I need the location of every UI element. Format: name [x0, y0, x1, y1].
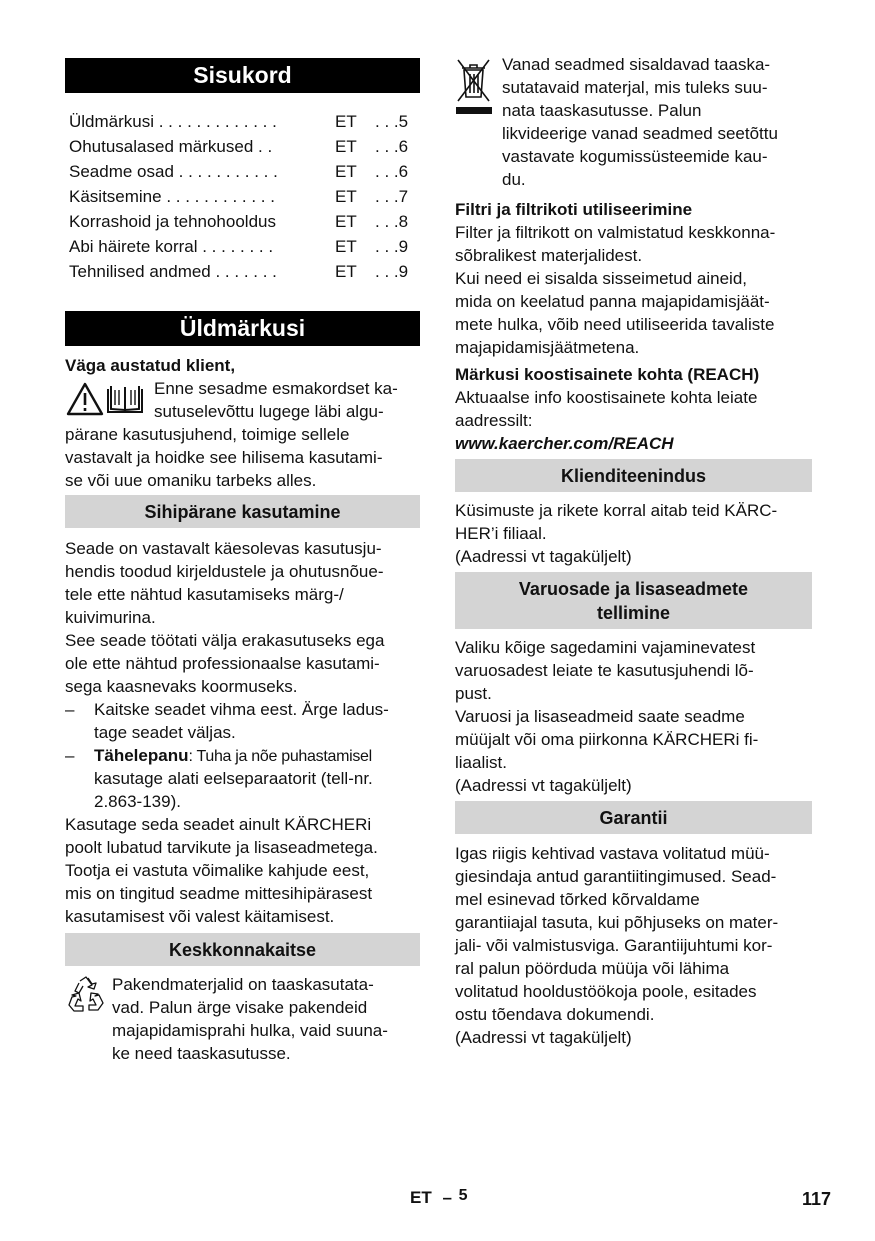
toc-entry[interactable] — [69, 209, 414, 234]
toc-entry-lang: ET — [335, 137, 357, 156]
filter-title: Filtri ja filtrikoti utiliseerimine — [455, 200, 693, 219]
crossed-bin-icon — [455, 57, 493, 119]
toc-entry-page: . . .9 — [375, 262, 409, 281]
text-line: liaalist. — [455, 753, 507, 772]
text-line: Tootja ei vastuta võimalike kahjude eest, — [65, 861, 370, 880]
text-line: Küsimuste ja rikete korral aitab teid KÄRC- — [455, 501, 778, 520]
toc-entry-label: Ohutusalased märkused . . — [69, 137, 273, 156]
text-line: Varuosi ja lisaseadmeid saate seadme — [455, 707, 745, 726]
service-text — [455, 499, 820, 568]
text-line: (Aadressi vt tagaküljelt) — [455, 547, 632, 566]
manual-book-icon — [104, 383, 146, 415]
text-line: Pakendmaterjalid on taaskasutata- — [112, 975, 374, 994]
bullet-item — [65, 744, 425, 813]
text-line: Kasutage seda seadet ainult KÄRCHERi — [65, 815, 372, 834]
text-line: kasutage alati eelseparaatorit (tell-nr. — [94, 769, 373, 788]
toc-entry-label: Seadme osad . . . . . . . . . . . — [69, 162, 278, 181]
text-line: majapidamisprahi hulka, vaid suuna- — [112, 1021, 388, 1040]
toc-title: Sisukord — [65, 58, 420, 93]
text-line: (Aadressi vt tagaküljelt) — [455, 776, 632, 795]
toc-entry-lang: ET — [335, 112, 357, 131]
toc-entry-label: Käsitsemine . . . . . . . . . . . . — [69, 187, 275, 206]
text-line: Aktuaalse info koostisainete kohta leiate — [455, 388, 758, 407]
toc-entry[interactable] — [69, 159, 414, 184]
text-line: tele ette nähtud kasutamiseks märg-/ — [65, 585, 344, 604]
intro-line: Enne sesadme esmakordset ka- — [154, 379, 398, 398]
page-number: 117 — [802, 1189, 832, 1209]
footer-page: 5 — [458, 1187, 468, 1204]
weee-text — [502, 53, 822, 191]
recycle-icon — [66, 975, 106, 1015]
text-line: HER’i filiaal. — [455, 524, 547, 543]
intro-line: vastavalt ja hoidke see hilisema kasutami- — [65, 448, 383, 467]
text-line: sega kaasnevaks koormuseks. — [65, 677, 298, 696]
text-line: sutatavaid materjal, mis tuleks suu- — [502, 78, 768, 97]
text-line: vad. Palun ärge visake pakendeid — [112, 998, 368, 1017]
toc-entry-page: . . .7 — [375, 187, 409, 206]
toc-entry-lang: ET — [335, 162, 357, 181]
environment-text — [112, 973, 427, 1065]
toc-entry-lang: ET — [335, 237, 357, 256]
toc-entry[interactable] — [69, 234, 414, 259]
intended-use-title: Sihipärane kasutamine — [65, 495, 420, 528]
reach-title: Märkusi koostisainete kohta (REACH) — [455, 365, 760, 384]
footer-lang: ET — [410, 1188, 432, 1207]
text-line: likvideerige vanad seadmed seetõttu — [502, 124, 778, 143]
toc-entry[interactable] — [69, 109, 414, 134]
text-line: tage seadet väljas. — [94, 723, 236, 742]
bullet-dash: – — [65, 746, 75, 765]
toc-entry-page: . . .5 — [375, 112, 409, 131]
parts-text — [455, 636, 820, 797]
toc-entry-lang: ET — [335, 212, 357, 231]
text-line: jali- või valmistusviga. Garantiijuhtumi kor- — [455, 936, 773, 955]
toc-entry-label: Üldmärkusi . . . . . . . . . . . . . — [69, 112, 277, 131]
text-line: Kui need ei sisalda sisseimetud aineid, — [455, 269, 748, 288]
text-line: sõbralikest materjalidest. — [455, 246, 643, 265]
text-line: Igas riigis kehtivad vastava volitatud müü- — [455, 844, 770, 863]
text-line: majapidamisjäätmetena. — [455, 338, 640, 357]
warranty-text — [455, 842, 820, 1049]
page-footer — [410, 1188, 468, 1208]
text-line: ole ette nähtud professionaalse kasutami- — [65, 654, 380, 673]
text-line: mel esinevad tõrked kõrvaldame — [455, 890, 700, 909]
toc-entry-lang: ET — [335, 262, 357, 281]
text-line: Valiku kõige sagedamini vajaminevatest — [455, 638, 756, 657]
text-line: mis on tingitud seadme mittesihipärasest — [65, 884, 373, 903]
bullet-item — [65, 698, 425, 744]
text-line: Seade on vastavalt käesolevas kasutusju- — [65, 539, 382, 558]
attention-label: Tähelepanu — [94, 746, 189, 765]
reach-link[interactable]: www.kaercher.com/REACH — [455, 434, 674, 453]
intended-use-paragraph — [65, 537, 425, 698]
intro-line: sutuselevõttu lugege läbi algu- — [154, 402, 384, 421]
attention-text: : Tuha ja nõe puhastamisel — [188, 748, 372, 765]
text-line: ke need taaskasutusse. — [112, 1044, 291, 1063]
text-line: kuivimurina. — [65, 608, 156, 627]
text-line: ral palun pöörduda müüja või lähima — [455, 959, 730, 978]
text-line: du. — [502, 170, 526, 189]
text-line: See seade töötati välja erakasutuseks ega — [65, 631, 385, 650]
toc-entry-label: Tehnilised andmed . . . . . . . — [69, 262, 277, 281]
general-section-title: Üldmärkusi — [65, 311, 420, 346]
intended-use-paragraph — [65, 813, 425, 928]
text-line: ostu tõendava dokumendi. — [455, 1005, 655, 1024]
toc-entry-page: . . .8 — [375, 212, 409, 231]
toc-entry[interactable] — [69, 134, 414, 159]
text-line: müüjalt või oma piirkonna KÄRCHERi fi- — [455, 730, 759, 749]
text-line: hendis toodud kirjeldustele ja ohutusnõue- — [65, 562, 384, 581]
toc-entry-page: . . .9 — [375, 237, 409, 256]
parts-title-line: Varuosade ja lisaseadmete — [518, 578, 749, 599]
text-line: nata taaskasutusse. Palun — [502, 101, 702, 120]
text-line: pust. — [455, 684, 492, 703]
toc-entry-page: . . .6 — [375, 137, 409, 156]
text-line: Filter ja filtrikott on valmistatud keskkonna- — [455, 223, 776, 242]
intro-line: pärane kasutusjuhend, toimige sellele — [65, 425, 350, 444]
toc-entry-label: Korrashoid ja tehnohooldus — [69, 212, 276, 231]
text-line: kasutamisest või valest käitamisest. — [65, 907, 335, 926]
toc-entry-label: Abi häirete korral . . . . . . . . — [69, 237, 274, 256]
toc-entry[interactable] — [69, 184, 414, 209]
text-line: Kaitske seadet vihma eest. Ärge ladus- — [94, 700, 389, 719]
greeting: Väga austatud klient, — [65, 356, 236, 375]
intro-line: se või uue omaniku tarbeks alles. — [65, 471, 317, 490]
toc-entry-lang: ET — [335, 187, 357, 206]
text-line: poolt lubatud tarvikute ja lisaseadmetega. — [65, 838, 378, 857]
text-line: aadressilt: — [455, 411, 533, 430]
text-line: mida on keelatud panna majapidamisjäät- — [455, 292, 770, 311]
toc-entry-page: . . .6 — [375, 162, 409, 181]
toc-entry[interactable] — [69, 259, 414, 284]
warranty-title: Garantii — [455, 801, 812, 834]
environment-title: Keskkonnakaitse — [65, 933, 420, 966]
text-line: vastavate kogumissüsteemide kau- — [502, 147, 768, 166]
text-line: garantiiajal tasuta, kui põhjuseks on mater- — [455, 913, 779, 932]
footer-sep: – — [442, 1188, 452, 1207]
text-line: (Aadressi vt tagaküljelt) — [455, 1028, 632, 1047]
text-line: 2.863-139). — [94, 792, 181, 811]
bullet-dash: – — [65, 700, 75, 719]
text-line — [94, 744, 372, 768]
text-line: giesindaja antud garantiitingimused. Sead- — [455, 867, 777, 886]
text-line: volitatud hooldustöökoja poole, esitades — [455, 982, 757, 1001]
text-line: mete hulka, võib need utiliseerida tavaliste — [455, 315, 775, 334]
parts-title — [455, 572, 812, 629]
service-title: Klienditeenindus — [455, 459, 812, 492]
text-line: varuosadest leiate te kasutusjuhendi lõ- — [455, 661, 754, 680]
filter-text — [455, 221, 820, 359]
text-line: Vanad seadmed sisaldavad taaska- — [502, 55, 771, 74]
parts-title-line: tellimine — [596, 602, 671, 623]
reach-text — [455, 386, 820, 455]
